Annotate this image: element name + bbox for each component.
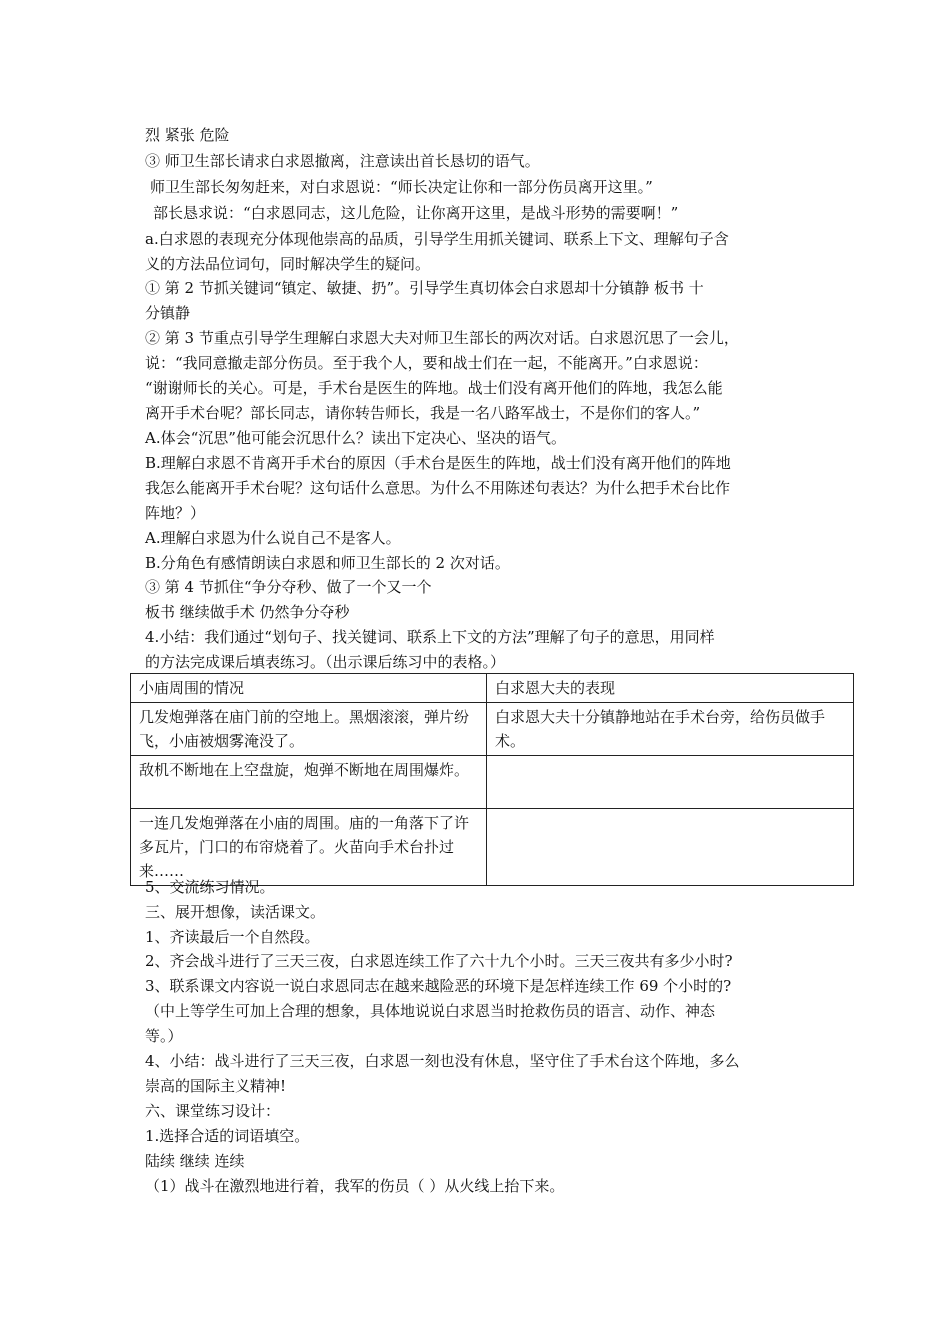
table-cell: 一连几发炮弹落在小庙的周围。庙的一角落下了许多瓦片，门口的布帘烧着了。火苗向手术台扑过来…… (131, 809, 487, 886)
text-line: 4.小结：我们通过“划句子、找关键词、联系上下文的方法”理解了句子的意思，用同样 (145, 628, 715, 646)
table-row (131, 756, 854, 809)
text-line: 部长恳求说：“白求恩同志，这儿危险，让你离开这里，是战斗形势的需要啊！” (153, 204, 679, 222)
text-line: 1、齐读最后一个自然段。 (145, 928, 320, 946)
text-line: 陆续 继续 连续 (145, 1152, 245, 1170)
table-row (131, 809, 854, 886)
text-line: 的方法完成课后填表练习。（出示课后练习中的表格。） (145, 653, 506, 671)
text-line: （中上等学生可加上合理的想象，具体地说说白求恩当时抢救伤员的语言、动作、神态 (145, 1002, 716, 1020)
text-line: 师卫生部长匆匆赶来，对白求恩说：“师长决定让你和一部分伤员离开这里。” (150, 178, 653, 196)
table-header-row (131, 674, 854, 703)
text-line: 3、联系课文内容说一说白求恩同志在越来越险恶的环境下是怎样连续工作 69 个小时的? (145, 977, 732, 995)
text-line: 义的方法品位词句，同时解决学生的疑问。 (145, 255, 431, 273)
text-line: 1.选择合适的词语填空。 (145, 1127, 310, 1145)
text-line: 我怎么能离开手术台呢？这句话什么意思。为什么不用陈述句表达？为什么把手术台比作 (145, 479, 731, 497)
text-line: 离开手术台呢？部长同志，请你转告师长，我是一名八路军战士，不是你们的客人。” (145, 404, 701, 422)
text-line: 六、课堂练习设计： (145, 1102, 281, 1120)
table-cell (487, 756, 854, 809)
text-line: “谢谢师长的关心。可是，手术台是医生的阵地。战士们没有离开他们的阵地，我怎么能 (145, 379, 723, 397)
text-line: 崇高的国际主义精神! (145, 1077, 287, 1095)
text-line: ③ 师卫生部长请求白求恩撤离，注意读出首长恳切的语气。 (145, 152, 540, 170)
table-header-cell: 白求恩大夫的表现 (487, 674, 854, 703)
text-line: ② 第 3 节重点引导学生理解白求恩大夫对师卫生部长的两次对话。白求恩沉思了一会儿， (145, 329, 739, 347)
text-line: （1）战斗在激烈地进行着，我军的伤员（ ）从火线上抬下来。 (145, 1177, 565, 1195)
text-line: 说：“我同意撤走部分伤员。至于我个人，要和战士们在一起，不能离开。”白求恩说： (145, 354, 708, 372)
text-line: 4、小结：战斗进行了三天三夜，白求恩一刻也没有休息，坚守住了手术台这个阵地，多么 (145, 1052, 740, 1070)
text-line: B.理解白求恩不肯离开手术台的原因（手术台是医生的阵地，战士们没有离开他们的阵地 (145, 454, 731, 472)
text-line: A.理解白求恩为什么说自己不是客人。 (145, 529, 401, 547)
text-line: 等。） (145, 1027, 183, 1045)
text-line: 烈 紧张 危险 (145, 126, 230, 144)
text-line: 分镇静 (145, 304, 191, 322)
text-line: ① 第 2 节抓关键词“镇定、敏捷、扔”。引导学生真切体会白求恩却十分镇静 板书 十 (145, 279, 704, 297)
table-cell (487, 809, 854, 886)
text-line: B.分角色有感情朗读白求恩和师卫生部长的 2 次对话。 (145, 554, 510, 572)
text-line: 5、交流练习情况。 (145, 878, 275, 896)
text-line: 2、齐会战斗进行了三天三夜，白求恩连续工作了六十九个小时。三天三夜共有多少小时? (145, 952, 733, 970)
table-cell: 几发炮弹落在庙门前的空地上。黑烟滚滚，弹片纷飞，小庙被烟雾淹没了。 (131, 703, 487, 756)
text-line: a.白求恩的表现充分体现他崇高的品质，引导学生用抓关键词、联系上下文、理解句子含 (145, 230, 729, 248)
text-line: 阵地？） (145, 504, 206, 522)
table-cell: 白求恩大夫十分镇静地站在手术台旁，给伤员做手术。 (487, 703, 854, 756)
exercise-table (130, 673, 854, 886)
table-row (131, 703, 854, 756)
table-header-cell: 小庙周围的情况 (131, 674, 487, 703)
text-line: 板书 继续做手术 仍然争分夺秒 (145, 603, 350, 621)
table-cell: 敌机不断地在上空盘旋，炮弹不断地在周围爆炸。 (131, 756, 487, 809)
text-line: 三、展开想像，读活课文。 (145, 903, 326, 921)
text-line: ③ 第 4 节抓住“争分夺秒、做了一个又一个 (145, 578, 432, 596)
text-line: A.体会“沉思”他可能会沉思什么？读出下定决心、坚决的语气。 (145, 429, 566, 447)
